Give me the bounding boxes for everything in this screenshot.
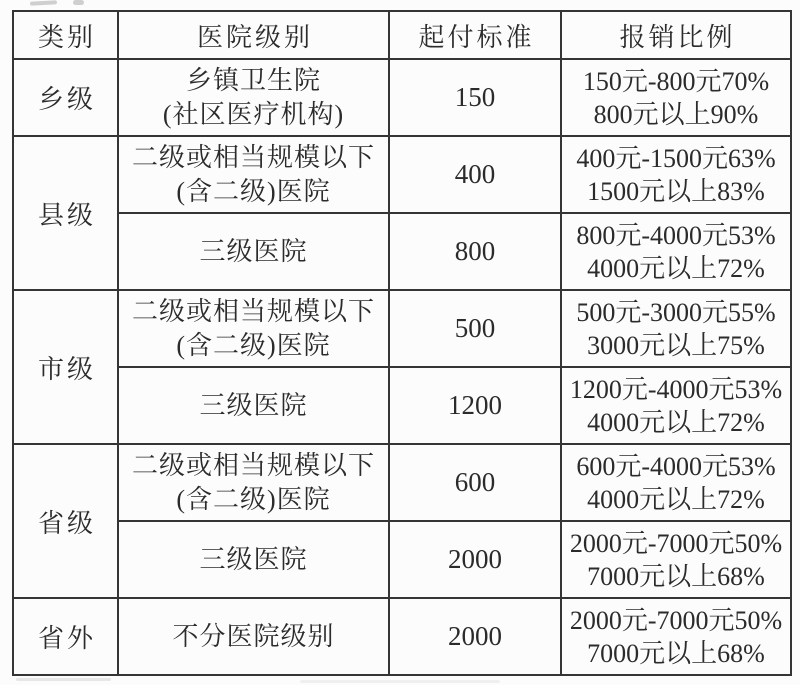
ratio-cell — [561, 59, 791, 136]
deductible-cell: 800 — [389, 213, 561, 290]
ratio-cell — [561, 136, 791, 213]
table-row-province-tier2 — [13, 444, 791, 521]
table-header-row — [13, 11, 791, 59]
ratio-line: 2000元-7000元50% — [569, 528, 783, 558]
scan-artifact — [73, 0, 84, 5]
hospital-cell — [118, 444, 389, 521]
hospital-line: 三级医院 — [199, 236, 308, 266]
category-cell: 省外 — [13, 598, 118, 675]
category-cell: 县级 — [13, 136, 118, 290]
table-row-county-tier2 — [13, 136, 791, 213]
table-row-province-tier3 — [13, 521, 791, 598]
ratio-line: 7000元以上68% — [587, 561, 765, 591]
ratio-cell — [561, 444, 791, 521]
hospital-line: 二级或相当规模以下 — [131, 296, 375, 326]
table-row-township — [13, 59, 791, 136]
header-deductible-standard: 起付标准 — [389, 11, 561, 59]
table-row-out-of-province — [13, 598, 791, 675]
ratio-line: 500元-3000元55% — [576, 297, 776, 327]
ratio-cell — [561, 290, 791, 367]
ratio-line: 600元-4000元53% — [576, 451, 776, 481]
deductible-cell: 500 — [389, 290, 561, 367]
deductible-cell: 150 — [389, 59, 561, 136]
ratio-line: 1200元-4000元53% — [569, 374, 783, 404]
hospital-cell — [118, 136, 389, 213]
hospital-cell — [118, 59, 389, 136]
ratio-line: 1500元以上83% — [587, 176, 765, 206]
ratio-line: 4000元以上72% — [587, 253, 765, 283]
hospital-line: (含二级)医院 — [176, 484, 331, 514]
scan-artifact — [16, 678, 111, 681]
table-row-city-tier3 — [13, 367, 791, 444]
header-hospital-level: 医院级别 — [118, 11, 389, 59]
ratio-line: 800元以上90% — [593, 99, 759, 129]
scan-artifact — [30, 0, 57, 5]
hospital-line: 二级或相当规模以下 — [131, 142, 375, 172]
category-cell: 省级 — [13, 444, 118, 598]
ratio-line: 4000元以上72% — [587, 407, 765, 437]
ratio-line: 7000元以上68% — [587, 638, 765, 668]
ratio-line: 800元-4000元53% — [576, 220, 776, 250]
hospital-cell — [118, 367, 389, 444]
category-cell: 乡级 — [13, 59, 118, 136]
deductible-cell: 2000 — [389, 598, 561, 675]
ratio-line: 150元-800元70% — [582, 66, 770, 96]
ratio-line: 3000元以上75% — [587, 330, 765, 360]
hospital-line: (含二级)医院 — [176, 330, 331, 360]
header-reimbursement-ratio: 报销比例 — [561, 11, 791, 59]
ratio-cell — [561, 598, 791, 675]
hospital-cell — [118, 290, 389, 367]
header-category: 类别 — [13, 11, 118, 59]
hospital-line: (社区医疗机构) — [162, 99, 345, 129]
hospital-cell — [118, 521, 389, 598]
hospital-line: 三级医院 — [199, 390, 308, 420]
ratio-line: 2000元-7000元50% — [569, 605, 783, 635]
ratio-line: 4000元以上72% — [587, 484, 765, 514]
hospital-cell — [118, 213, 389, 290]
scan-artifact — [300, 680, 500, 683]
ratio-cell — [561, 521, 791, 598]
deductible-cell: 600 — [389, 444, 561, 521]
ratio-line: 400元-1500元63% — [576, 143, 776, 173]
reimbursement-table — [12, 10, 792, 676]
hospital-line: 二级或相当规模以下 — [131, 450, 375, 480]
hospital-cell — [118, 598, 389, 675]
table-row-city-tier2 — [13, 290, 791, 367]
hospital-line: 乡镇卫生院 — [185, 65, 321, 95]
hospital-line: 三级医院 — [199, 544, 308, 574]
deductible-cell: 400 — [389, 136, 561, 213]
table-row-county-tier3 — [13, 213, 791, 290]
hospital-line: 不分医院级别 — [172, 621, 335, 651]
deductible-cell: 1200 — [389, 367, 561, 444]
ratio-cell — [561, 367, 791, 444]
deductible-cell: 2000 — [389, 521, 561, 598]
ratio-cell — [561, 213, 791, 290]
hospital-line: (含二级)医院 — [176, 176, 331, 206]
category-cell: 市级 — [13, 290, 118, 444]
